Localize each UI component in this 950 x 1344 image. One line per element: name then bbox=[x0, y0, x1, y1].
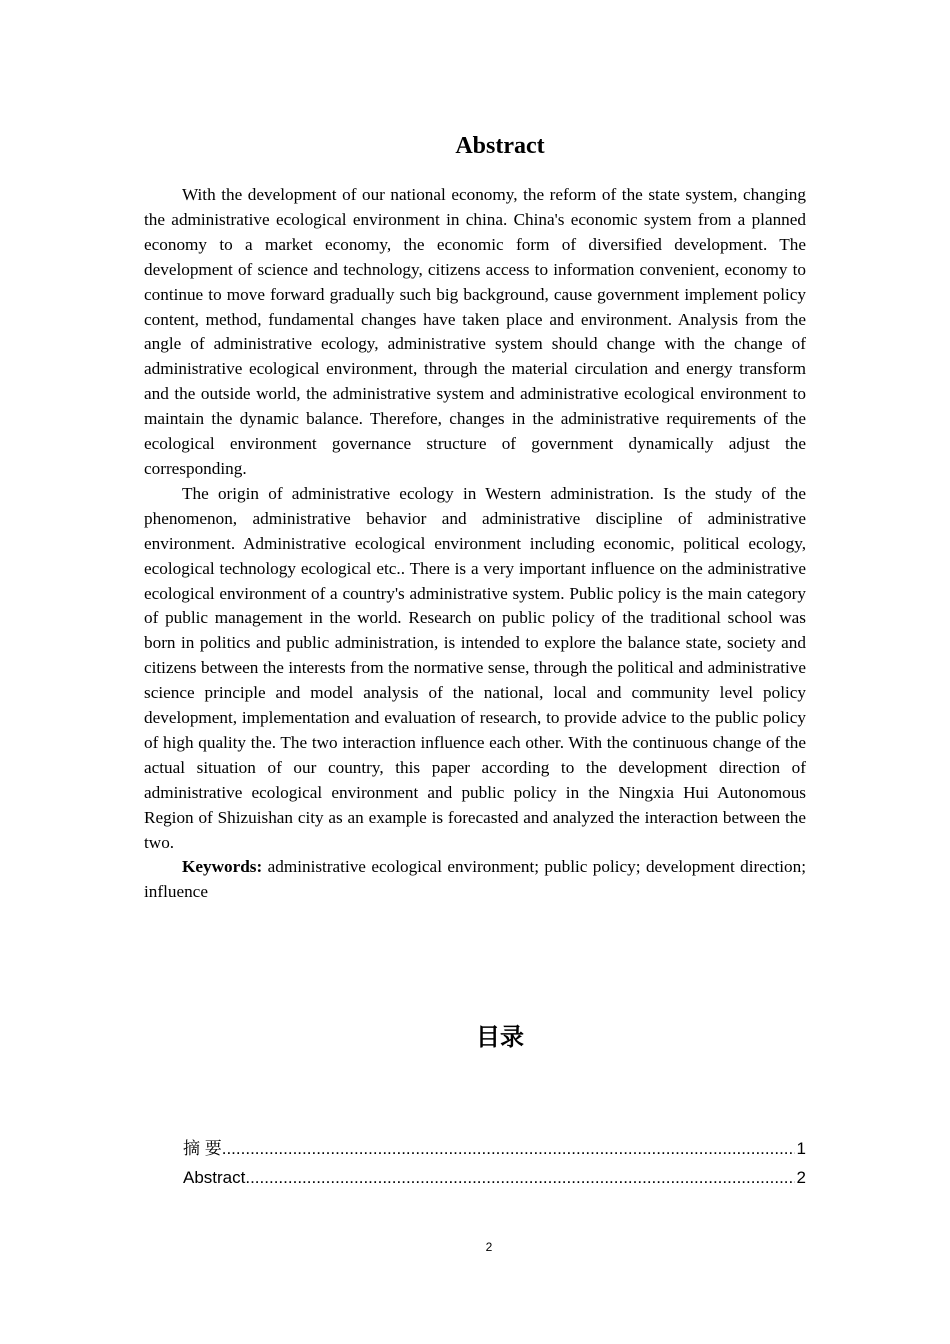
keywords-paragraph bbox=[144, 855, 806, 905]
toc-entry-page: 2 bbox=[796, 1168, 806, 1187]
toc-entry-label: 摘 要 bbox=[183, 1139, 222, 1158]
page-number: 2 bbox=[485, 1240, 493, 1254]
keywords-text: administrative ecological environment; public policy; development direction; influence bbox=[144, 857, 806, 902]
abstract-title: Abstract bbox=[455, 133, 545, 159]
toc-entry-label: Abstract bbox=[183, 1168, 246, 1187]
toc-dot-leader bbox=[222, 1139, 795, 1159]
toc-entry-page: 1 bbox=[796, 1139, 806, 1158]
abstract-paragraph-2: The origin of administrative ecology in Western administration. Is the study of the phenomenon, administrative behavior and administrative discipline of administrative environment. Administrative ecological environment including economic, political ecology, ecological technology ecological etc.. There is a very important influence on the administrative ecological environment of a country's administrative system. Public policy is the main category of public management in the world. Research on public policy of the traditional school was born in politics and public administration, is intended to explore the balance state, society and citizens between the interests from the normative sense, through the political and administrative science principle and model analysis of the national, local and community level policy development, implementation and evaluation of research, to provide advice to the public policy of high quality the. The two interaction influence each other. With the continuous change of the actual situation of our country, this paper according to the development direction of administrative ecological environment and public policy in the Ningxia Hui Autonomous Region of Shizuishan city as an example is forecasted and analyzed the interaction between the two. bbox=[144, 483, 806, 852]
abstract-paragraph-1: With the development of our national economy, the reform of the state system, changing the administrative ecological environment in china. China's economic system from a planned economy to a market economy, the economic form of diversified development. The development of science and technology, citizens access to information convenient, economy to continue to move forward gradually such big background, cause government implement policy content, method, fundamental changes have taken place and environment. Analysis from the angle of administrative ecology, administrative system should change with the change of administrative ecological environment, through the material circulation and energy transform and the outside world, the administrative system and administrative ecological environment to maintain the dynamic balance. Therefore, changes in the administrative requirements of the ecological environment governance structure of government dynamically adjust the corresponding. bbox=[144, 185, 806, 478]
toc-dot-leader bbox=[245, 1168, 794, 1188]
keywords-label: Keywords: bbox=[182, 857, 263, 877]
toc-entry[interactable] bbox=[183, 1168, 806, 1202]
abstract-section bbox=[144, 133, 806, 905]
toc-entry[interactable] bbox=[183, 1134, 806, 1168]
table-of-contents bbox=[183, 1134, 806, 1202]
toc-title: 目录 bbox=[476, 1023, 524, 1051]
